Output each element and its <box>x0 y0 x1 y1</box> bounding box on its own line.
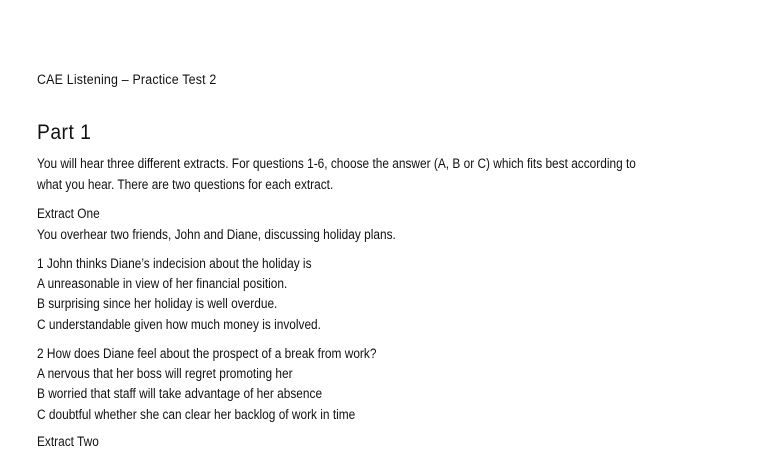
question-2-option-b: B worried that staff will take advantage of her absence <box>37 386 323 401</box>
question-2-stem: 2 How does Diane feel about the prospect of a break from work? <box>37 346 377 361</box>
extract-one-context: You overhear two friends, John and Diane, discussing holiday plans. <box>37 227 396 242</box>
part-title: Part 1 <box>37 121 92 144</box>
instructions-line-1: You will hear three different extracts. For questions 1-6, choose the answer (A, B or C) which fits best according to <box>37 156 636 171</box>
document-header: CAE Listening – Practice Test 2 <box>37 72 217 87</box>
extract-one-heading: Extract One <box>37 206 100 221</box>
question-1-option-a: A unreasonable in view of her financial position. <box>37 276 288 291</box>
instructions-line-2: what you hear. There are two questions for each extract. <box>37 177 334 192</box>
question-2-option-a: A nervous that her boss will regret promoting her <box>37 366 293 381</box>
extract-two-heading: Extract Two <box>37 434 99 449</box>
document-page <box>37 0 767 449</box>
question-1-option-c: C understandable given how much money is involved. <box>37 317 321 332</box>
question-1-stem: 1 John thinks Diane’s indecision about the holiday is <box>37 256 312 271</box>
question-2-option-c: C doubtful whether she can clear her backlog of work in time <box>37 407 356 422</box>
question-1-option-b: B surprising since her holiday is well overdue. <box>37 296 278 311</box>
